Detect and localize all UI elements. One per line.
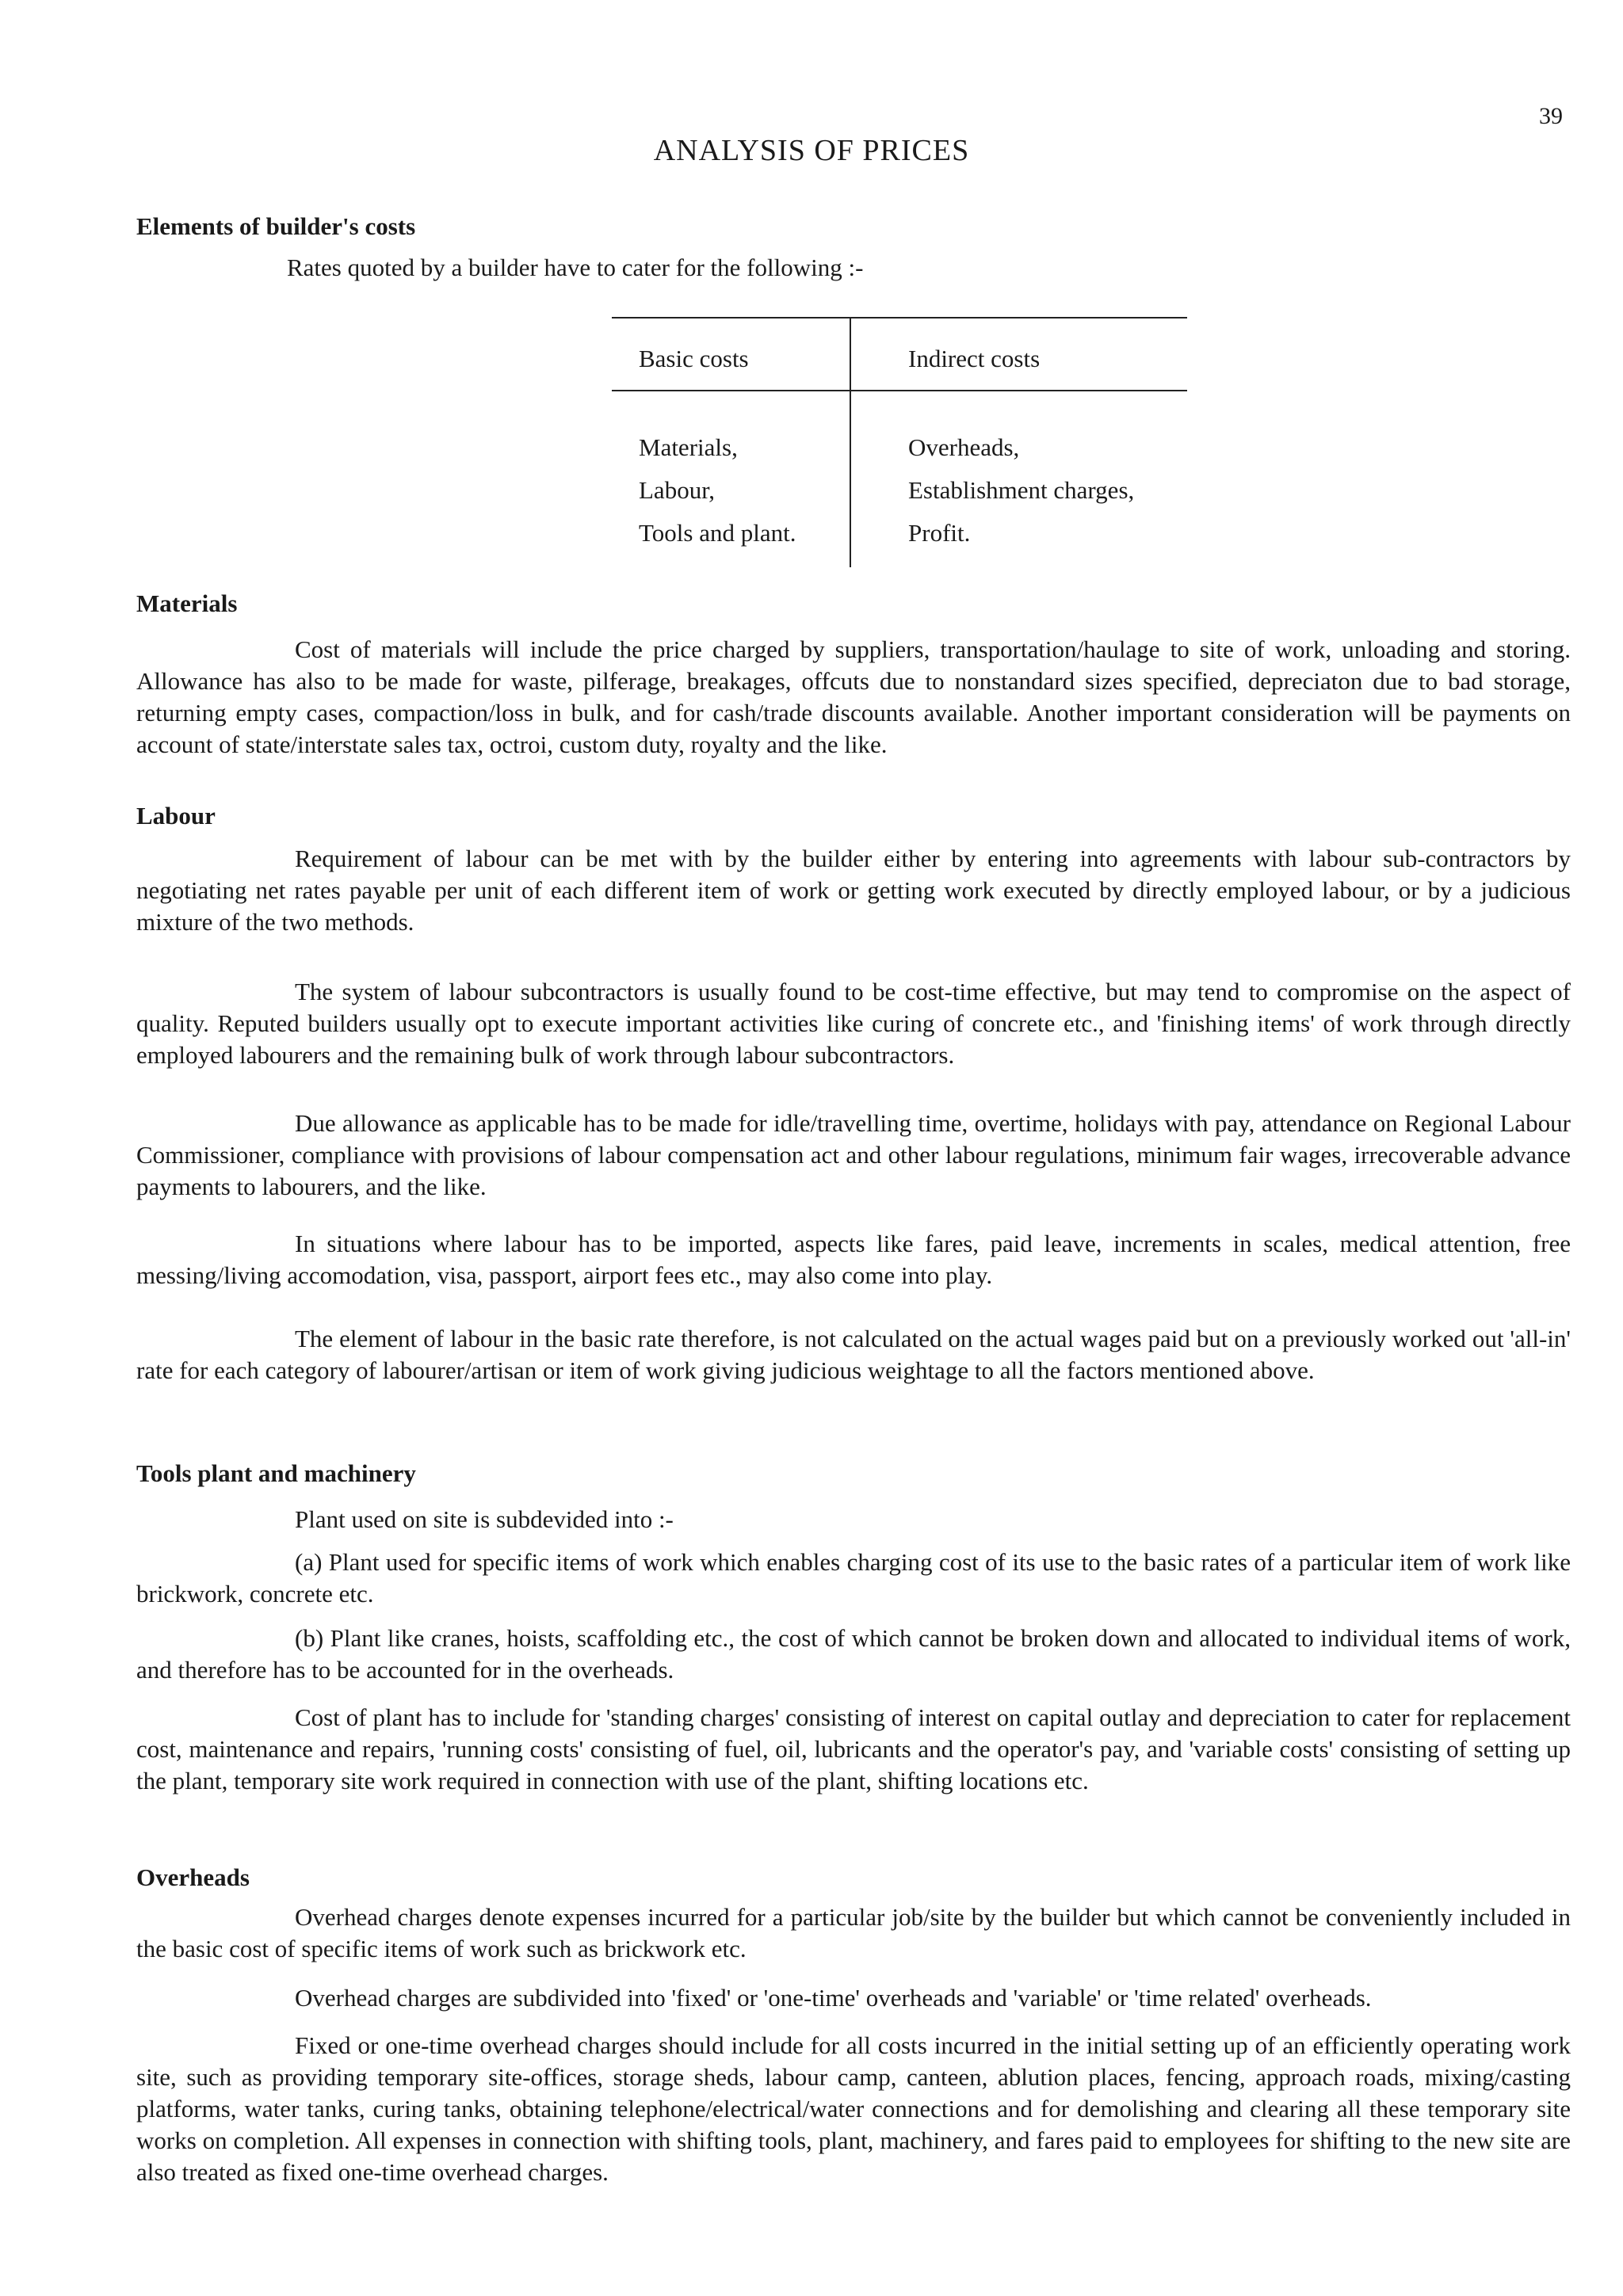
paragraph-text: In situations where labour has to be imported, aspects like fares, paid leave, increments in scales, medical attention, free messing/living accomodation, visa, passport, airport fees etc., may also come into play.	[136, 1230, 1571, 1289]
table-header-basic: Basic costs	[639, 345, 749, 372]
overheads-paragraph-3	[136, 2030, 1571, 2188]
heading-tools: Tools plant and machinery	[136, 1459, 416, 1487]
labour-paragraph-3	[136, 1108, 1571, 1203]
intro-text: Rates quoted by a builder have to cater for the following :-	[287, 254, 864, 281]
table-cell: Labour,	[639, 476, 716, 504]
cost-table	[612, 317, 1187, 567]
paragraph-text: Due allowance as applicable has to be made for idle/travelling time, overtime, holidays with pay, attendance on Regional Labour Commissioner, compliance with provisions of labour compensation act and other labour regulations, minimum fair wages, irrecoverable advance payments to labourers, and the like.	[136, 1109, 1571, 1200]
table-header-indirect: Indirect costs	[908, 345, 1041, 372]
page-title: ANALYSIS OF PRICES	[653, 134, 970, 167]
table-column-basic	[639, 426, 796, 555]
paragraph-text: Requirement of labour can be met with by the builder either by entering into agreements with labour sub-contractors by negotiating net rates payable per unit of each different item of work or getting work executed by directly employed labour, or by a judicious mixture of the two methods.	[136, 845, 1571, 936]
labour-paragraph-5	[136, 1323, 1571, 1386]
materials-paragraph	[136, 634, 1571, 761]
heading-labour: Labour	[136, 802, 216, 830]
table-cell: Establishment charges,	[908, 476, 1135, 504]
paragraph-text: Fixed or one-time overhead charges should include for all costs incurred in the initial setting up of an efficiently operating work site, such as providing temporary site-offices, storage sheds, labour camp, canteen, ablution places, fencing, approach roads, mixing/casting platforms, water tanks, curing tanks, obtaining telephone/electrical/water connections and for demolishing and clearing all these temporary site works on completion. All expenses in connection with shifting tools, plant, machinery, and fares paid to employees for shifting to the new site are also treated as fixed one-time overhead charges.	[136, 2031, 1571, 2186]
paragraph-text: (b) Plant like cranes, hoists, scaffolding etc., the cost of which cannot be broken down and allocated to individual items of work, and therefore has to be accounted for in the overheads.	[136, 1624, 1571, 1684]
table-column-indirect	[908, 426, 1134, 555]
labour-paragraph-2	[136, 976, 1571, 1071]
labour-paragraph-1	[136, 843, 1571, 938]
paragraph-text: Cost of plant has to include for 'standing charges' consisting of interest on capital outlay and depreciation to cater for replacement cost, maintenance and repairs, 'running costs' consisting of fuel, oil, lubricants and the operator's pay, and 'variable costs' consisting of setting up the plant, temporary site work required in connection with use of the plant, shifting locations etc.	[136, 1703, 1571, 1794]
heading-builders-costs: Elements of builder's costs	[136, 212, 416, 240]
paragraph-text: Overhead charges are subdivided into 'fixed' or 'one-time' overheads and 'variable' or 'time related' overheads.	[295, 1984, 1372, 2012]
table-header-rule	[612, 390, 1187, 391]
heading-overheads: Overheads	[136, 1863, 250, 1891]
tools-paragraph-2	[136, 1547, 1571, 1610]
tools-paragraph-4	[136, 1702, 1571, 1797]
tools-paragraph-1	[136, 1504, 1571, 1535]
table-column-divider	[850, 317, 851, 567]
table-cell: Profit.	[908, 519, 971, 547]
heading-materials: Materials	[136, 589, 238, 617]
overheads-paragraph-1	[136, 1901, 1571, 1965]
table-cell: Overheads,	[908, 433, 1020, 461]
table-cell: Materials,	[639, 433, 738, 461]
table-cell: Tools and plant.	[639, 519, 796, 547]
labour-paragraph-4	[136, 1228, 1571, 1291]
paragraph-text: The element of labour in the basic rate therefore, is not calculated on the actual wages paid but on a previously worked out 'all-in' rate for each category of labourer/artisan or item of work giving judicious weightage to all the factors mentioned above.	[136, 1325, 1571, 1384]
paragraph-text: The system of labour subcontractors is usually found to be cost-time effective, but may tend to compromise on the aspect of quality. Reputed builders usually opt to execute important activities like curing of concrete etc., and 'finishing items' of work through directly employed labourers and the remaining bulk of work through labour subcontractors.	[136, 978, 1571, 1069]
page-number: 39	[1539, 103, 1563, 129]
table-top-rule	[612, 317, 1187, 318]
paragraph-text: Plant used on site is subdevided into :-	[295, 1505, 674, 1533]
paragraph-text: (a) Plant used for specific items of work which enables charging cost of its use to the basic rates of a particular item of work like brickwork, concrete etc.	[136, 1548, 1571, 1608]
tools-paragraph-3	[136, 1623, 1571, 1686]
paragraph-text: Overhead charges denote expenses incurred for a particular job/site by the builder but which cannot be conveniently included in the basic cost of specific items of work such as brickwork etc.	[136, 1903, 1571, 1962]
overheads-paragraph-2	[136, 1982, 1571, 2014]
paragraph-text: Cost of materials will include the price charged by suppliers, transportation/haulage to site of work, unloading and storing. Allowance has also to be made for waste, pilferage, breakages, offcuts due to nonstandard sizes specified, depreciaton due to bad storage, returning empty cases, compaction/loss in bulk, and for cash/trade discounts available. Another important consideration will be payments on account of state/interstate sales tax, octroi, custom duty, royalty and the like.	[136, 635, 1571, 758]
